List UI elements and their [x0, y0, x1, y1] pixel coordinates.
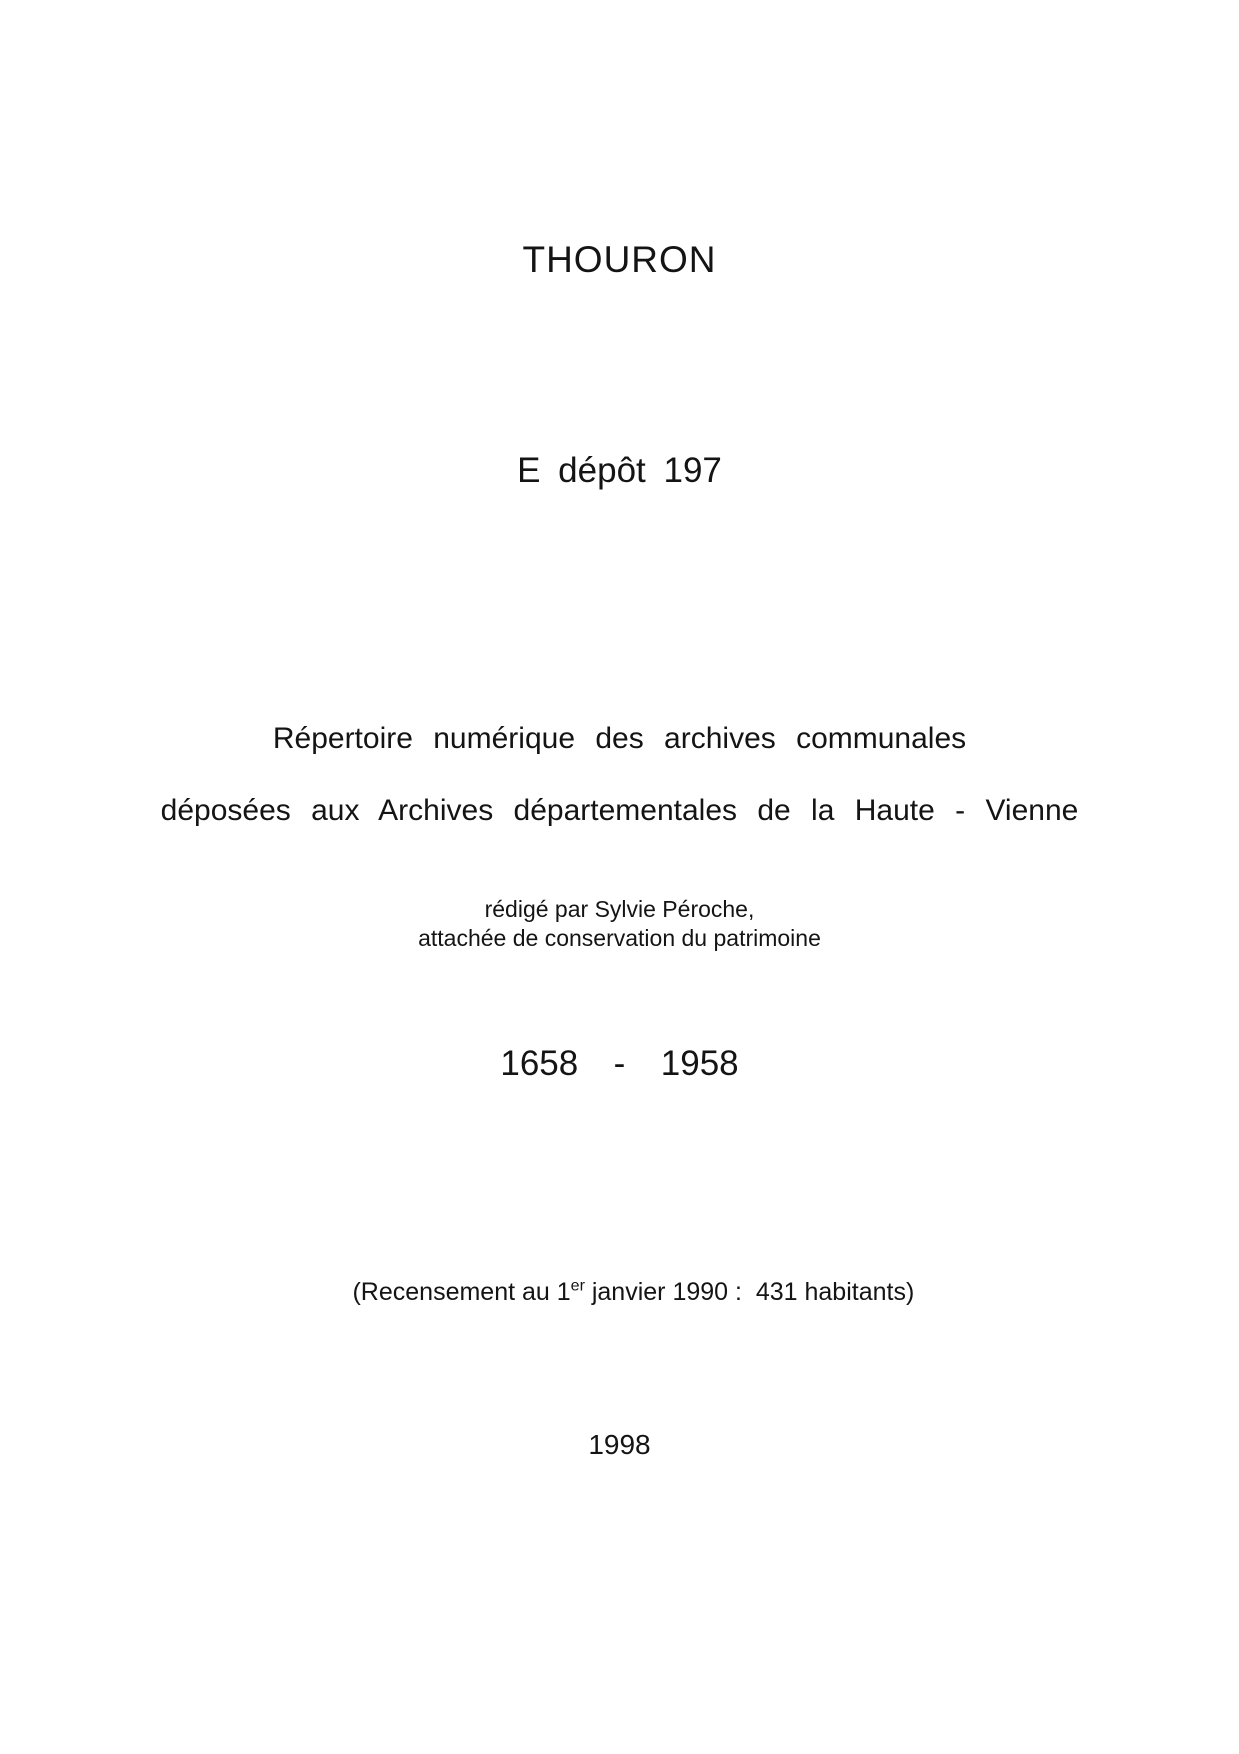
- subtitle-line-1: Répertoire numérique des archives communales: [272, 722, 967, 755]
- archive-reference: E dépôt 197: [517, 451, 722, 490]
- covered-date-range: 1658 - 1958: [500, 1044, 739, 1083]
- census-note-superscript: er: [570, 1277, 585, 1295]
- publication-year: 1998: [588, 1429, 651, 1460]
- author-byline-line-2: attachée de conservation du patrimoine: [418, 925, 821, 951]
- document-title: THOURON: [522, 239, 717, 280]
- author-byline-line-1: rédigé par Sylvie Péroche,: [484, 896, 755, 922]
- subtitle-line-2: déposées aux Archives départementales de la Haute - Vienne: [160, 794, 1079, 827]
- census-note-suffix: janvier 1990 : 431 habitants): [584, 1277, 915, 1306]
- census-note: [0, 1251, 1239, 1334]
- census-note-prefix: (Recensement au 1: [352, 1277, 571, 1306]
